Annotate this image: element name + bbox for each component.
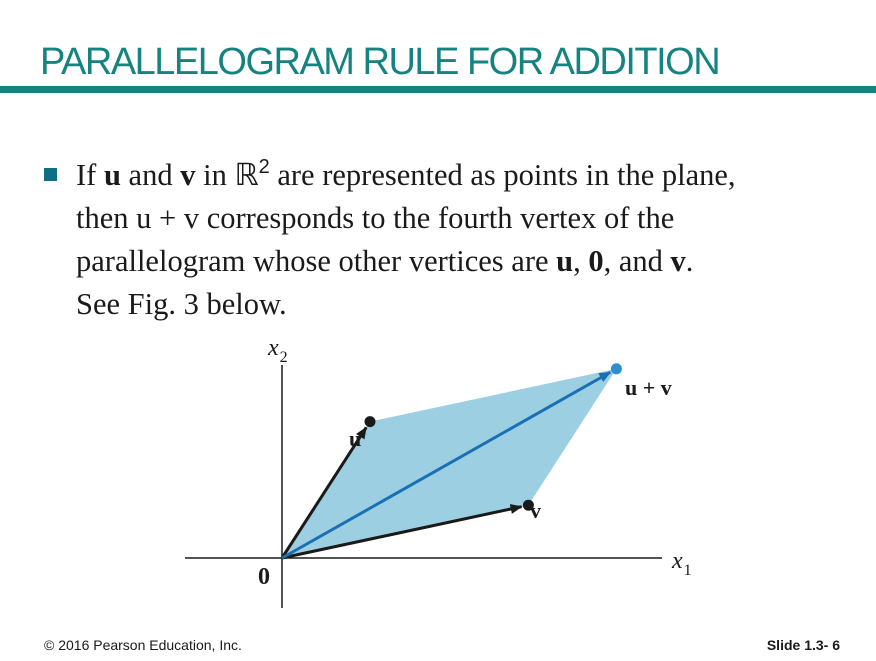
- bullet-line-2: then u + v corresponds to the fourth vertex of the: [76, 201, 675, 235]
- v-label: v: [530, 498, 541, 523]
- slide-number: Slide 1.3- 6: [766, 637, 840, 653]
- point-u: [365, 416, 376, 427]
- u-label: u: [349, 426, 362, 451]
- bullet-line-1: If u and v in ℝ$^2$ are represented as points in the plane,: [76, 156, 736, 192]
- origin-label: 0: [258, 564, 270, 590]
- reals-symbol: ℝ: [234, 158, 259, 192]
- sum-label: u + v: [625, 375, 672, 400]
- bullet-line-3: parallelogram whose other vertices are u, 0, and v.: [76, 244, 694, 278]
- copyright-text: © 2016 Pearson Education, Inc.: [44, 637, 242, 653]
- slide-title: PARALLELOGRAM RULE FOR ADDITION: [40, 41, 720, 83]
- x2-axis-label: $x_2$: [268, 335, 288, 366]
- bullet-line-4: See Fig. 3 below.: [76, 287, 287, 321]
- x1-axis-label: $x_1$: [672, 548, 692, 579]
- vector-sum-arrow: [282, 372, 610, 558]
- sum-expression: u + v: [136, 201, 200, 235]
- exponent: 2: [258, 156, 270, 178]
- point-sum: [611, 363, 622, 374]
